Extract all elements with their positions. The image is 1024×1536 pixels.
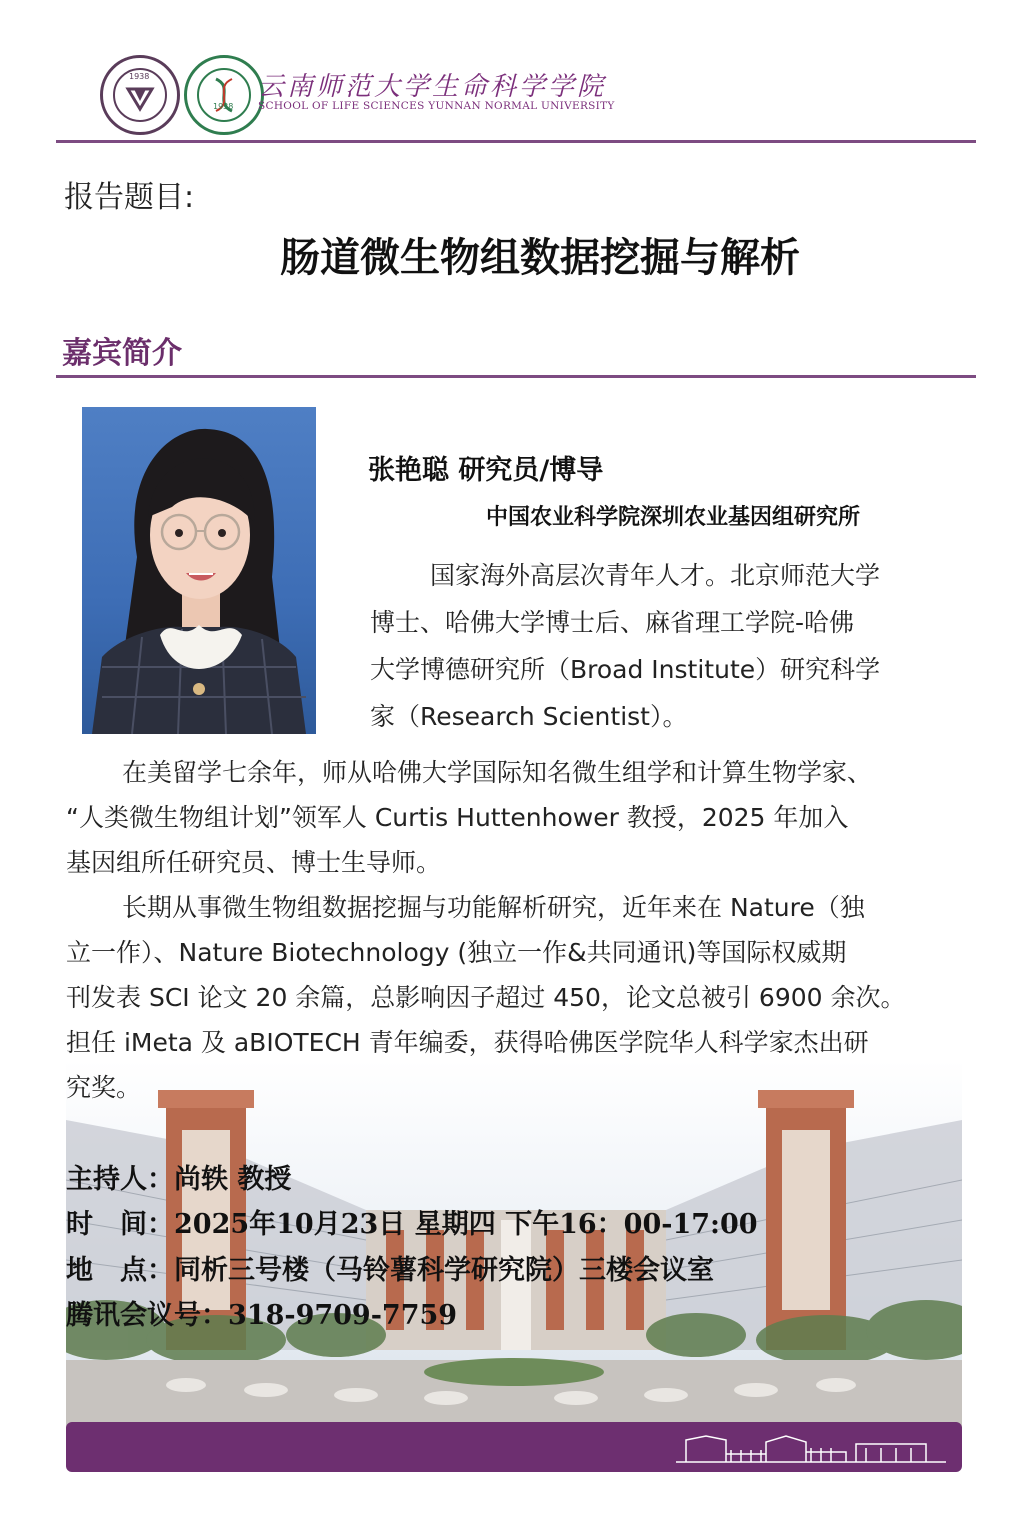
bio-line: 立一作）、Nature Biotechnology (独立一作&共同通讯)等国际权威期: [66, 938, 847, 967]
time-line: [66, 1202, 758, 1241]
guest-institution: 中国农业科学院深圳农业基因组研究所: [486, 505, 861, 530]
meeting-label: 腾讯会议号：: [66, 1300, 228, 1331]
dna-emblem-icon: [194, 65, 254, 125]
school-logo: [184, 55, 264, 135]
bio-line: 家（Research Scientist）。: [370, 702, 688, 731]
guest-name: 张艳聪 研究员/博导: [368, 455, 604, 486]
place-value: 同析三号楼（马铃薯科学研究院）三楼会议室: [174, 1255, 714, 1286]
bio-line: 究奖。: [66, 1073, 142, 1102]
meeting-value: 318-9709-7759: [228, 1300, 458, 1331]
host-value: 尚轶 教授: [174, 1164, 292, 1195]
talk-title: 肠道微生物组数据挖掘与解析: [280, 235, 800, 281]
logo2-year: 1938: [213, 102, 234, 111]
meeting-line: [66, 1293, 457, 1332]
time-value: 2025年10月23日 星期四 下午16：00-17:00: [174, 1209, 758, 1240]
bio-line: 博士、哈佛大学博士后、麻省理工学院-哈佛: [370, 608, 855, 637]
guest-bio-paragraph-1: [66, 750, 958, 885]
bio-line: 长期从事微生物组数据挖掘与功能解析研究，近年来在 Nature（独: [122, 893, 865, 922]
portrait-illustration: [82, 407, 316, 734]
host-line: [66, 1157, 291, 1196]
guest-bio-intro: [370, 552, 958, 740]
bio-line: 基因组所任研究员、博士生导师。: [66, 848, 442, 877]
topic-label: 报告题目:: [64, 180, 195, 215]
section-divider: [56, 375, 976, 378]
place-label: 地 点：: [66, 1255, 174, 1286]
bio-line: 国家海外高层次青年人才。北京师范大学: [430, 561, 881, 590]
logo1-year: 1938: [129, 72, 150, 81]
bio-line: “人类微生物组计划”领军人 Curtis Huttenhower 教授，2025 年加入: [66, 803, 849, 832]
bio-line: 刊发表 SCI 论文 20 余篇，总影响因子超过 450，论文总被引 6900 余次。: [66, 983, 906, 1012]
campus-skyline-icon: [66, 1422, 962, 1472]
school-name-en: SCHOOL OF LIFE SCIENCES YUNNAN NORMAL UNIVERSITY: [258, 100, 615, 112]
time-label: 时 间：: [66, 1209, 174, 1240]
bio-line: 担任 iMeta 及 aBIOTECH 青年编委，获得哈佛医学院华人科学家杰出研: [66, 1028, 869, 1057]
header-divider: [56, 140, 976, 143]
guest-section-title: 嘉宾简介: [62, 336, 182, 371]
bio-line: 大学博德研究所（Broad Institute）研究科学: [370, 655, 881, 684]
university-logo: [100, 55, 180, 135]
guest-bio-paragraph-2: [66, 885, 958, 1110]
host-label: 主持人：: [66, 1164, 174, 1195]
footer-bar: [66, 1422, 962, 1472]
bio-line: 在美留学七余年，师从哈佛大学国际知名微生组学和计算生物学家、: [122, 758, 873, 787]
guest-photo: [82, 407, 316, 734]
place-line: [66, 1248, 714, 1287]
school-name-cn: 云南师范大学生命科学学院: [258, 72, 607, 102]
